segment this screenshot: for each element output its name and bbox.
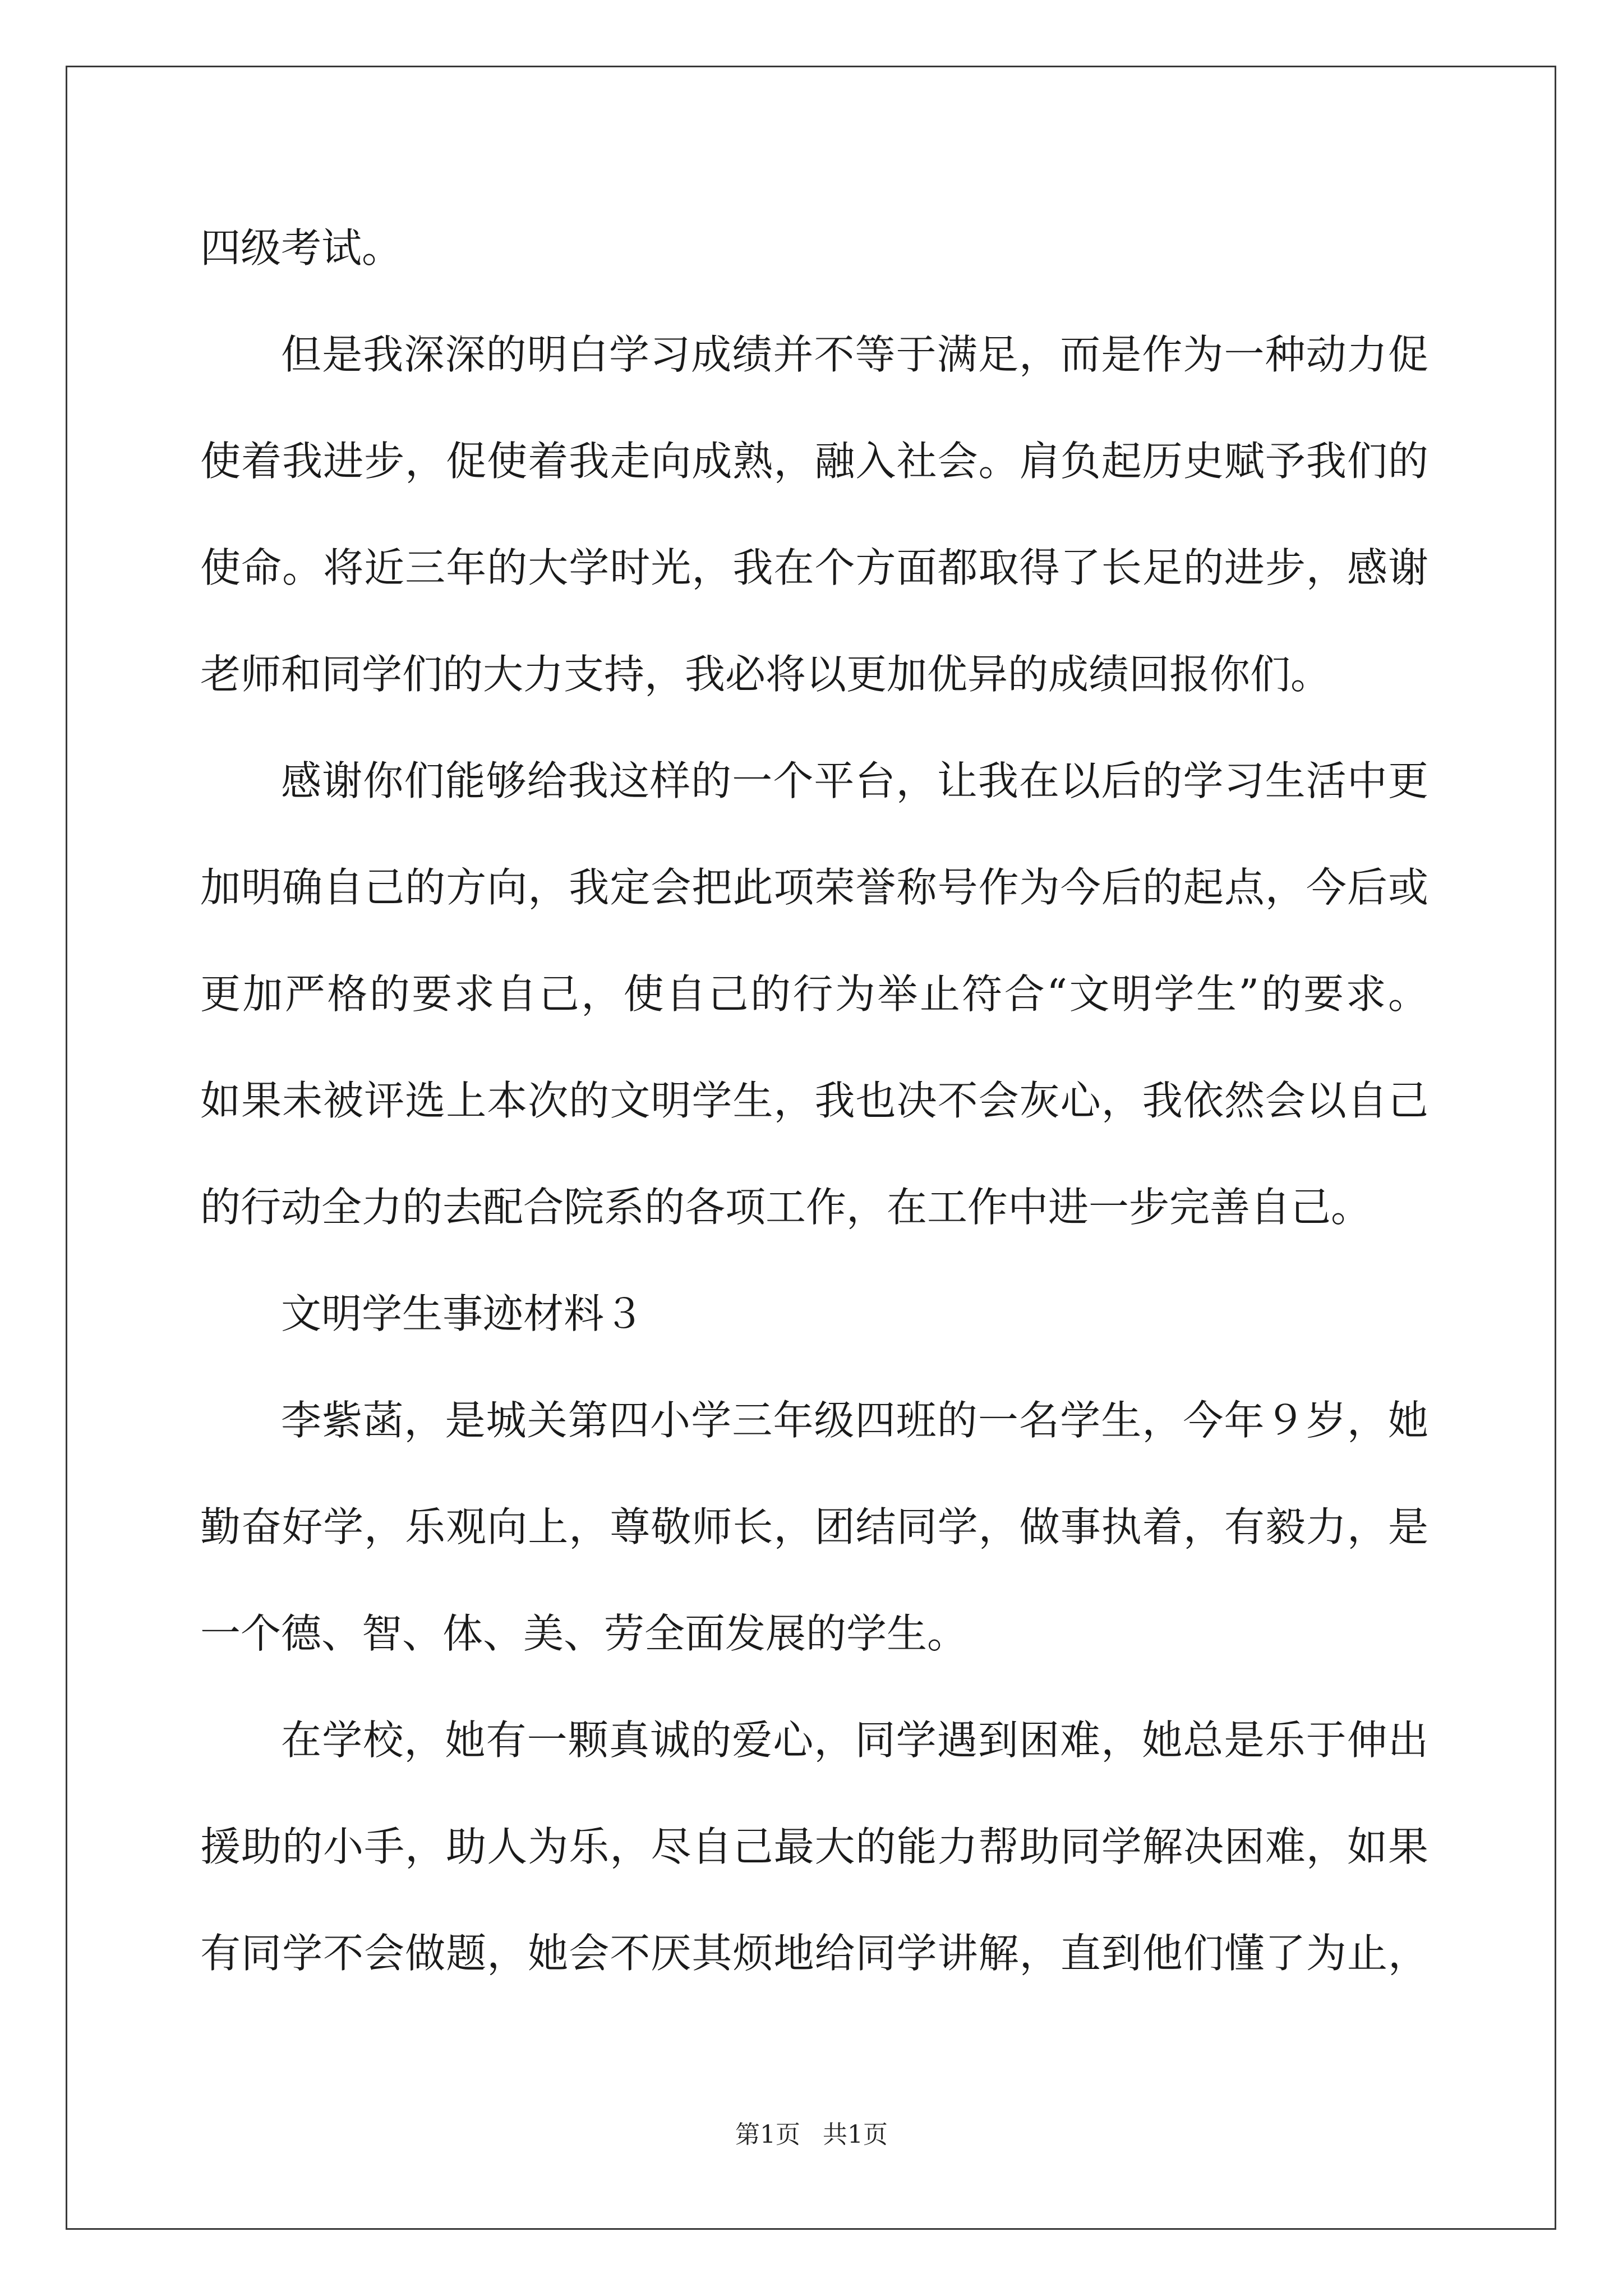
text-line: 使命。将近三年的大学时光，我在个方面都取得了长足的进步，感谢 <box>200 544 1428 591</box>
text-line: 但是我深深的明白学习成绩并不等于满足，而是作为一种动力促 <box>281 331 1428 378</box>
page-footer <box>0 2118 1623 2152</box>
text-line: 感谢你们能够给我这样的一个平台，让我在以后的学习生活中更 <box>281 757 1428 804</box>
text-line: 如果未被评选上本次的文明学生，我也决不会灰心，我依然会以自己 <box>200 1077 1428 1124</box>
text-line: 勤奋好学，乐观向上，尊敬师长，团结同学，做事执着，有毅力，是 <box>200 1503 1428 1550</box>
page-number: 第1页 <box>735 2120 800 2149</box>
text-line: 老师和同学们的大力支持，我必将以更加优异的成绩回报你们。 <box>200 651 1331 698</box>
text-line: 有同学不会做题，她会不厌其烦地给同学讲解，直到他们懂了为止， <box>200 1930 1428 1977</box>
text-line: 使着我进步，促使着我走向成熟，融入社会。肩负起历史赋予我们的 <box>200 438 1428 485</box>
text-line: 的行动全力的去配合院系的各项工作，在工作中进一步完善自己。 <box>200 1184 1372 1231</box>
text-line: 在学校，她有一颗真诚的爱心，同学遇到困难，她总是乐于伸出 <box>281 1717 1428 1764</box>
text-line: 更加严格的要求自己，使自己的行为举止符合“文明学生”的要求。 <box>200 970 1428 1018</box>
document-body <box>200 195 1428 2007</box>
text-line: 加明确自己的方向，我定会把此项荣誉称号作为今后的起点，今后或 <box>200 864 1428 911</box>
text-line: 四级考试。 <box>200 224 403 272</box>
text-line: 李紫菡，是城关第四小学三年级四班的一名学生，今年９岁，她 <box>281 1397 1428 1444</box>
text-line: 援助的小手，助人为乐，尽自己最大的能力帮助同学解决困难，如果 <box>200 1823 1428 1870</box>
text-line: 一个德、智、体、美、劳全面发展的学生。 <box>200 1610 968 1657</box>
section-heading: 文明学生事迹材料３ <box>281 1290 645 1337</box>
page-total: 共1页 <box>823 2120 888 2149</box>
